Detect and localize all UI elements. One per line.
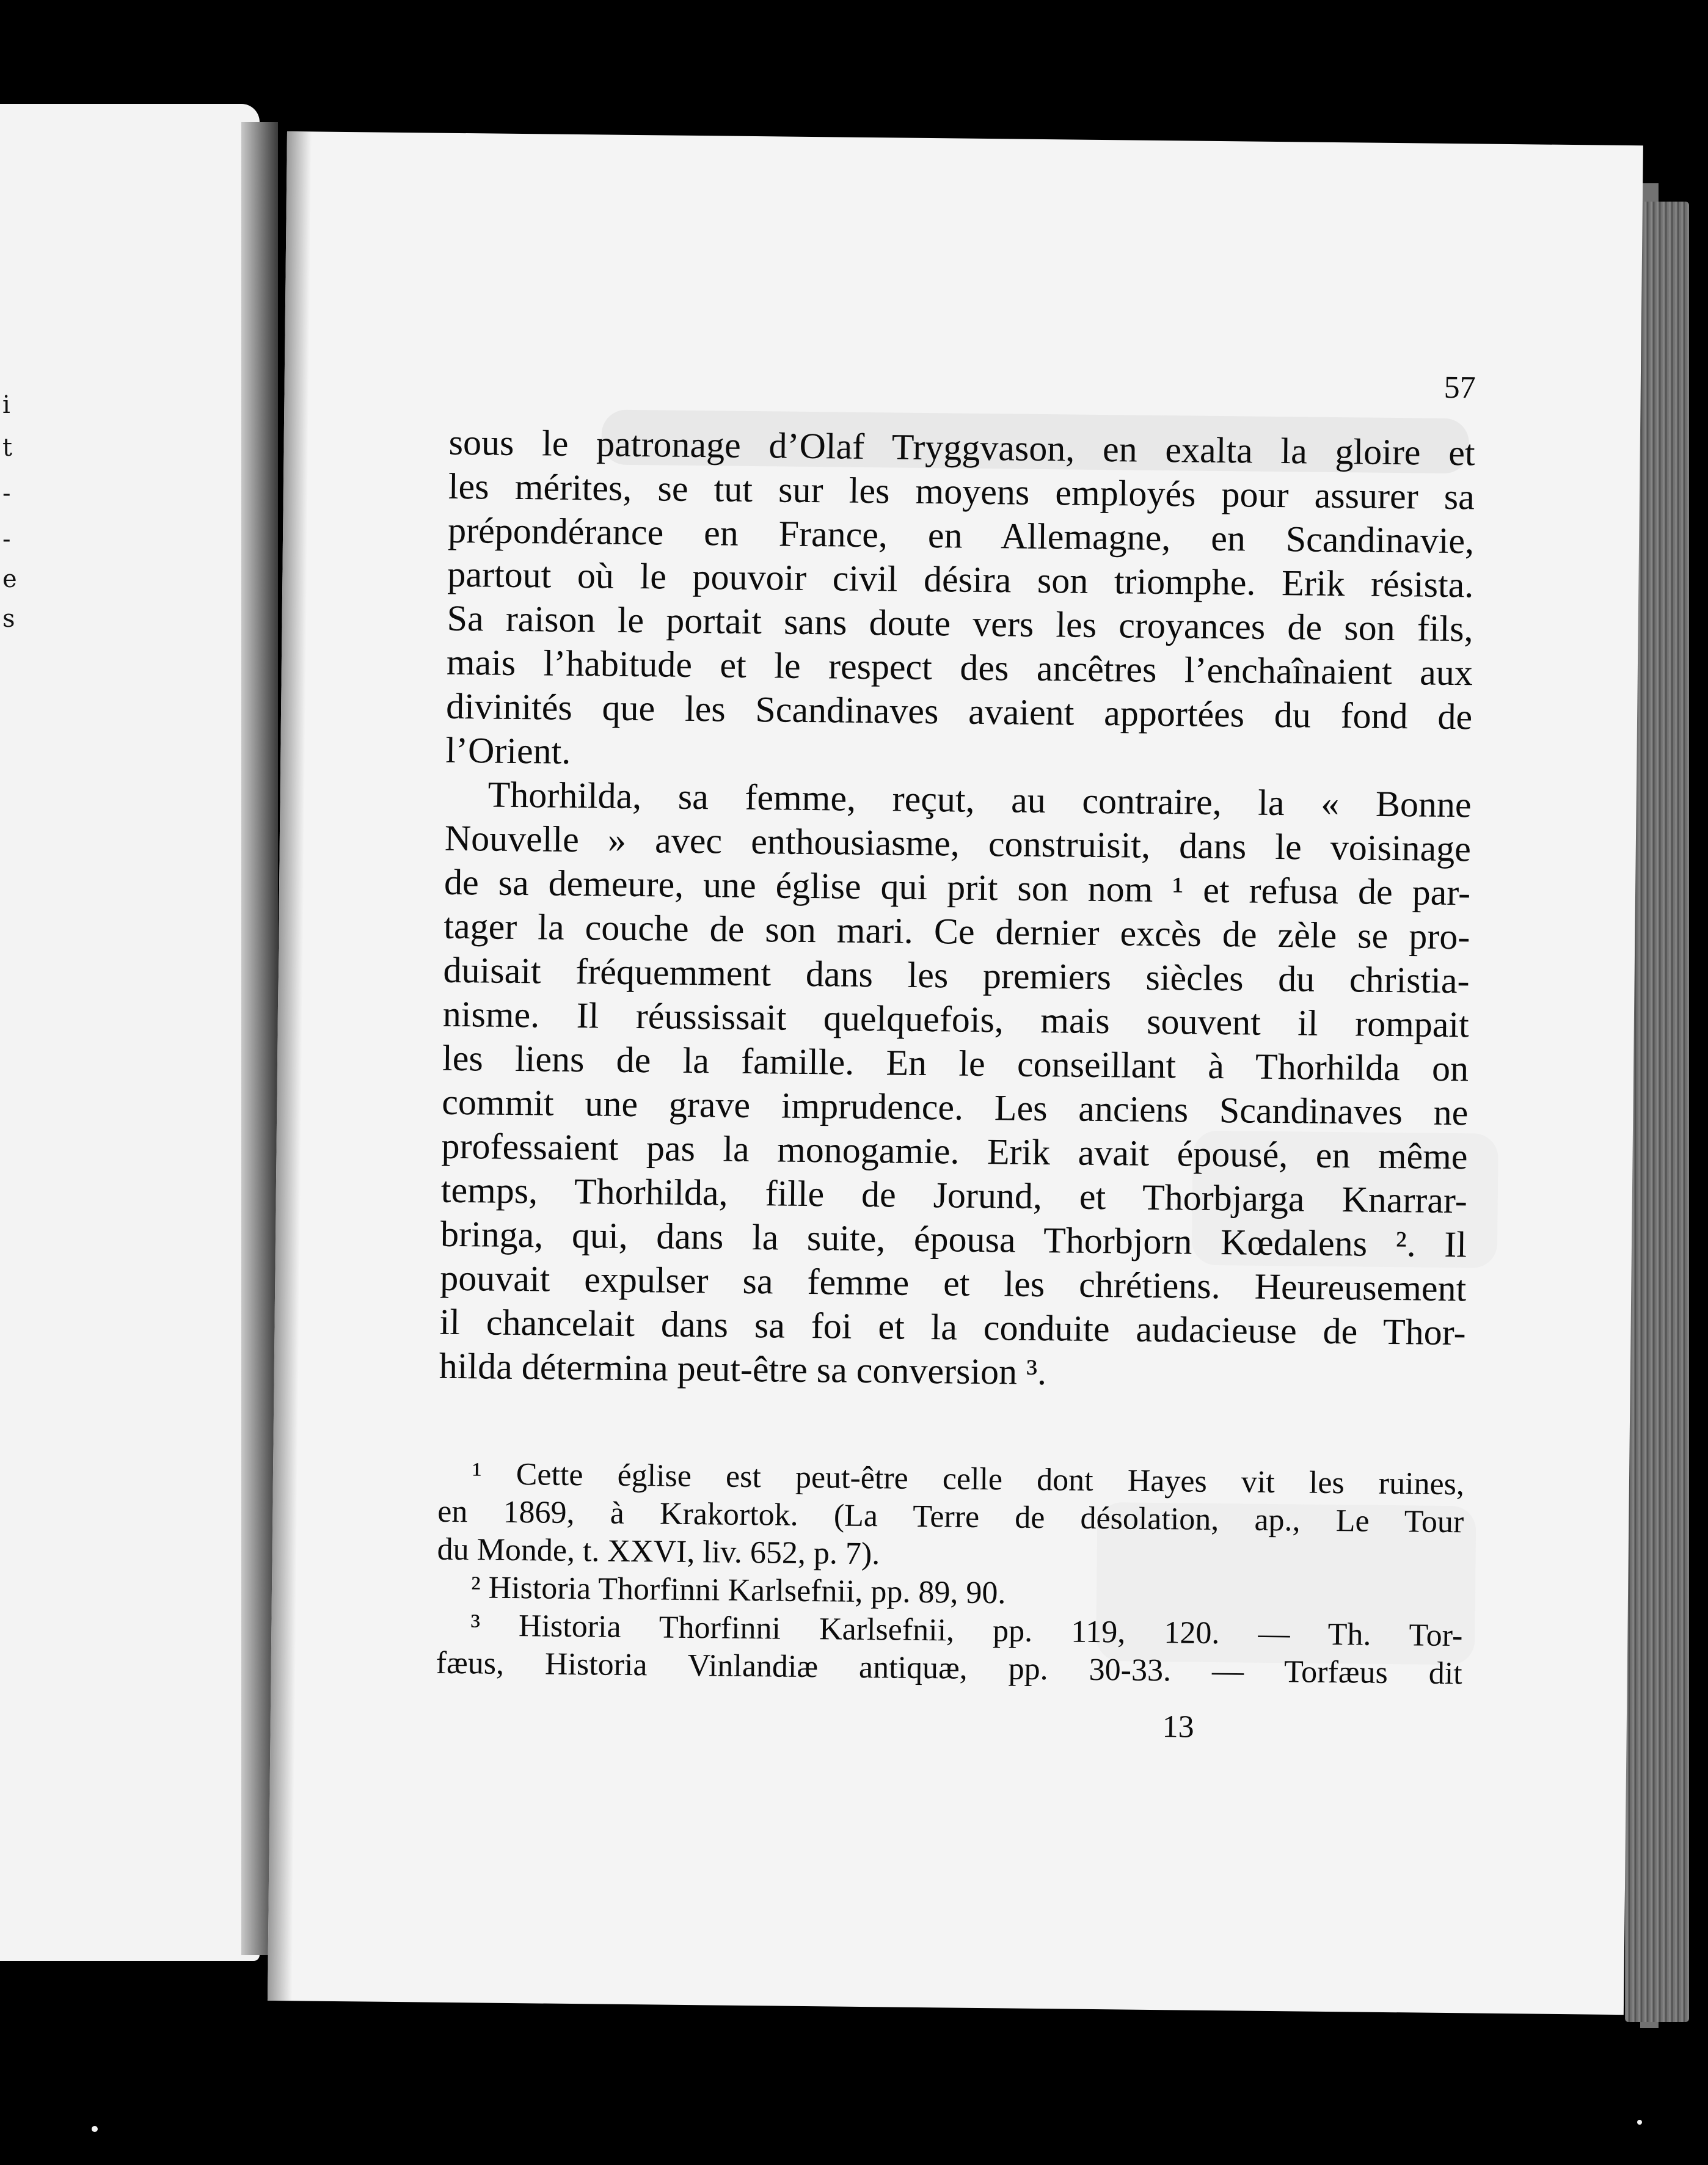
text-line: hilda détermina peut-être sa conversion ³. [439, 1345, 1047, 1393]
text-line: divinités que les Scandinaves avaient apportées du fond de [445, 685, 1473, 737]
text-line: commit une grave imprudence. Les anciens Scandinaves ne [442, 1081, 1469, 1133]
left-facing-page [0, 104, 260, 1961]
footnote-line: en 1869, à Krakortok. (La Terre de désolation, ap., Le Tour [437, 1494, 1464, 1540]
text-line: duisait fréquemment dans les premiers siècles du christia- [443, 949, 1470, 1001]
left-page-edge-char: t [2, 434, 13, 462]
text-line: professaient pas la monogamie. Erik avait épousé, en même [441, 1125, 1468, 1177]
footnote-line: fæus, Historia Vinlandiæ antiquæ, pp. 30-33. — Torfæus dit [436, 1645, 1462, 1692]
text-line: Thorhilda, sa femme, reçut, au contraire, la « Bonne [487, 774, 1472, 825]
text-line: nisme. Il réussissait quelquefois, mais souvent il rompait [442, 993, 1470, 1045]
left-page-edge-char: - [2, 480, 11, 508]
text-line: les liens de la famille. En le conseillant à Thorhilda on [442, 1037, 1469, 1089]
main-page [268, 131, 1643, 2015]
text-line: il chancelait dans sa foi et la conduite audacieuse de Thor- [439, 1301, 1466, 1353]
text-line: mais l’habitude et le respect des ancêtres l’enchaînaient aux [446, 641, 1473, 693]
left-page-edge-char: i [2, 391, 10, 419]
text-line: prépondérance en France, en Allemagne, en Scandinavie, [447, 509, 1475, 561]
text-line: pouvait expulser sa femme et les chrétiens. Heureusement [440, 1257, 1467, 1309]
footnotes [436, 1455, 1464, 1693]
text-line: Sa raison le portait sans doute vers les croyances de son fils, [447, 597, 1473, 649]
page-number: 57 [1443, 370, 1476, 406]
text-line: tager la couche de son mari. Ce dernier excès de zèle se pro- [443, 905, 1470, 957]
text-line: les mérites, se tut sur les moyens employés pour assurer sa [448, 465, 1475, 517]
left-page-edge-char: - [2, 525, 11, 553]
scan-speck [1637, 2120, 1642, 2125]
scan-speck [92, 2126, 98, 2132]
text-line: Nouvelle » avec enthousiasme, construisit, dans le voisinage [444, 817, 1472, 869]
signature-mark: 13 [1162, 1709, 1195, 1745]
text-line: bringa, qui, dans la suite, épousa Thorbjorn Kœdalens ². Il [440, 1213, 1467, 1265]
text-line: temps, Thorhilda, fille de Jorund, et Thorbjarga Knarrar- [440, 1169, 1468, 1221]
text-line: de sa demeure, une église qui prit son nom ¹ et refusa de par- [443, 861, 1471, 913]
footnote-line: ² Historia Thorfinni Karlsefnii, pp. 89, 90. [470, 1570, 1006, 1611]
text-line: partout où le pouvoir civil désira son triomphe. Erik résista. [447, 553, 1474, 605]
text-line: sous le patronage d’Olaf Tryggvason, en exalta la gloire et [448, 422, 1475, 473]
footnote-line: ³ Historia Thorfinni Karlsefnii, pp. 119, 120. — Th. Tor- [470, 1608, 1463, 1654]
footnote-line: du Monde, t. XXVI, liv. 652, p. 7). [437, 1532, 880, 1572]
body-text [439, 420, 1475, 1399]
footnote-line: ¹ Cette église est peut-être celle dont Hayes vit les ruines, [472, 1456, 1465, 1502]
left-page-edge-char: e [2, 565, 17, 593]
left-page-edge-char: s [2, 605, 15, 633]
page-text-block [435, 370, 1476, 1749]
text-line: l’Orient. [445, 729, 571, 772]
